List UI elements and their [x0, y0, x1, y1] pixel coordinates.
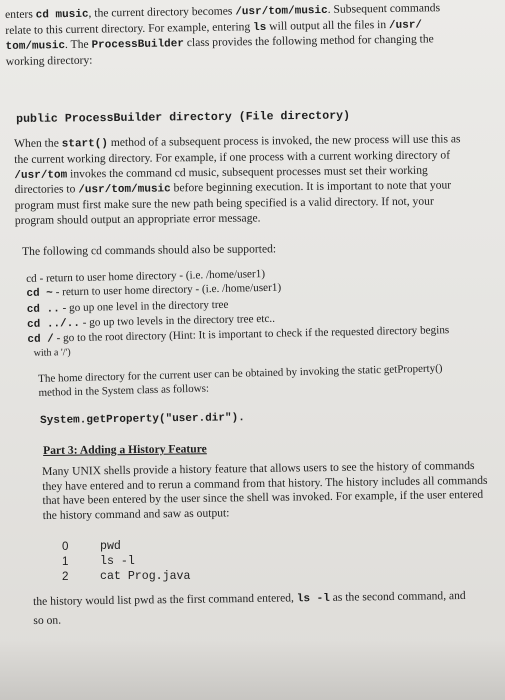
text-run: method of a subsequent process is invoked, the new process will use this as — [107, 132, 461, 150]
text-run: - go to the root directory (Hint: It is important to check if the requested directory begins — [53, 324, 450, 345]
history-row — [62, 569, 190, 584]
history-line-3: that have been entered by the user since the shell was invoked. For example, if the user entered — [42, 488, 484, 508]
text-run: directories to — [14, 182, 79, 197]
text-run: enters — [5, 7, 36, 21]
history-row-number: 2 — [62, 570, 69, 583]
when-line-2: the current working directory. For example, if one process with a current working directory of — [14, 148, 451, 166]
text-run: - go up two levels in the directory tree etc.. — [79, 312, 276, 329]
when-paragraph — [14, 132, 485, 229]
cd-list-text — [26, 262, 498, 362]
cd-item-1: cd - return to user home directory - (i.e. /home/user1) — [26, 267, 266, 285]
text-run: When the — [14, 136, 62, 150]
text-run: class provides the following method for changing the — [183, 32, 434, 50]
when-text — [14, 132, 485, 229]
history-row-number: 1 — [62, 555, 69, 568]
code-path: /usr/tom/music — [78, 183, 171, 197]
cd-intro-text: The following cd commands should also be supported: — [22, 242, 277, 258]
cd-item-5-cont: with a '/') — [33, 347, 71, 360]
history-text — [42, 458, 505, 523]
history-row — [62, 539, 190, 554]
code-cd-up-two: cd ../.. — [26, 317, 81, 331]
history-row-number: 0 — [62, 540, 69, 553]
text-run: as the second command, and — [329, 588, 466, 604]
text-run: the history would list pwd as the first command entered, — [33, 591, 297, 608]
code-path: tom/music — [5, 40, 66, 54]
signature-code: public ProcessBuilder directory (File directory) — [16, 109, 351, 126]
history-row-command: ls -l — [100, 555, 135, 568]
final-paragraph — [33, 586, 503, 630]
history-paragraph — [42, 458, 505, 523]
code-cd-music: cd music — [35, 8, 89, 22]
text-run: before beginning execution. It is important to note that your — [170, 178, 452, 195]
text-run: , the current directory becomes — [88, 4, 236, 20]
text-run: will output all the files in — [266, 17, 390, 33]
text-run: invokes the command cd music, subsequent processes must set their working — [67, 163, 428, 181]
cd-intro — [22, 240, 492, 260]
text-run: relate to this current directory. For example, entering — [5, 19, 254, 37]
history-row — [62, 554, 190, 569]
home-paragraph — [38, 361, 505, 401]
history-output — [62, 539, 190, 584]
part3-heading: Part 3: Adding a History Feature — [43, 442, 207, 457]
history-line-1: Many UNIX shells provide a history feature that allows users to see the history of commands — [42, 458, 475, 478]
home-line-2: method in the System class as follows: — [38, 382, 210, 399]
when-line-5: program must first make sure the new path being specified is a valid directory. If not, your — [14, 194, 434, 213]
final-text — [33, 586, 503, 630]
part3-heading-block — [43, 436, 505, 459]
code-cd-up: cd .. — [26, 302, 60, 316]
cd-command-list — [26, 262, 498, 362]
code-cd-tilde: cd ~ — [26, 287, 53, 301]
text-run: - go up one level in the directory tree — [59, 298, 229, 314]
code-processbuilder: ProcessBuilder — [91, 38, 185, 52]
history-row-command: pwd — [100, 540, 121, 553]
code-ls: ls — [253, 21, 267, 34]
code-ls-l: ls -l — [296, 592, 330, 606]
text-run: - return to user home directory - (i.e. /home/user1) — [52, 281, 282, 299]
home-text — [38, 361, 505, 401]
text-run: . Subsequent commands — [327, 1, 441, 16]
history-row-command: cat Prog.java — [100, 570, 191, 583]
history-line-2: they have entered and to rerun a command from that history. The history includes all commands — [42, 473, 488, 493]
intro-line-4: working directory: — [5, 53, 93, 68]
sysprop-code-text: System.getProperty("user.dir"). — [40, 412, 245, 427]
method-signature — [16, 104, 486, 127]
final-line-2: so on. — [33, 613, 62, 627]
code-path: /usr/tom — [14, 169, 68, 182]
intro-paragraph — [5, 1, 476, 70]
intro-text — [5, 1, 476, 70]
when-line-6: program should output an appropriate error message. — [14, 211, 261, 227]
code-start: start() — [61, 138, 109, 151]
page-shadow — [0, 640, 505, 700]
history-line-4: the history command and saw as output: — [42, 506, 230, 523]
text-run: . The — [64, 37, 92, 52]
home-line-1: The home directory for the current user can be obtained by invoking the static getProperty() — [38, 362, 443, 385]
code-path: /usr/tom/music — [235, 4, 328, 19]
code-cd-root: cd / — [27, 333, 54, 347]
sysprop-code — [40, 403, 505, 428]
code-path: /usr/ — [388, 19, 423, 32]
